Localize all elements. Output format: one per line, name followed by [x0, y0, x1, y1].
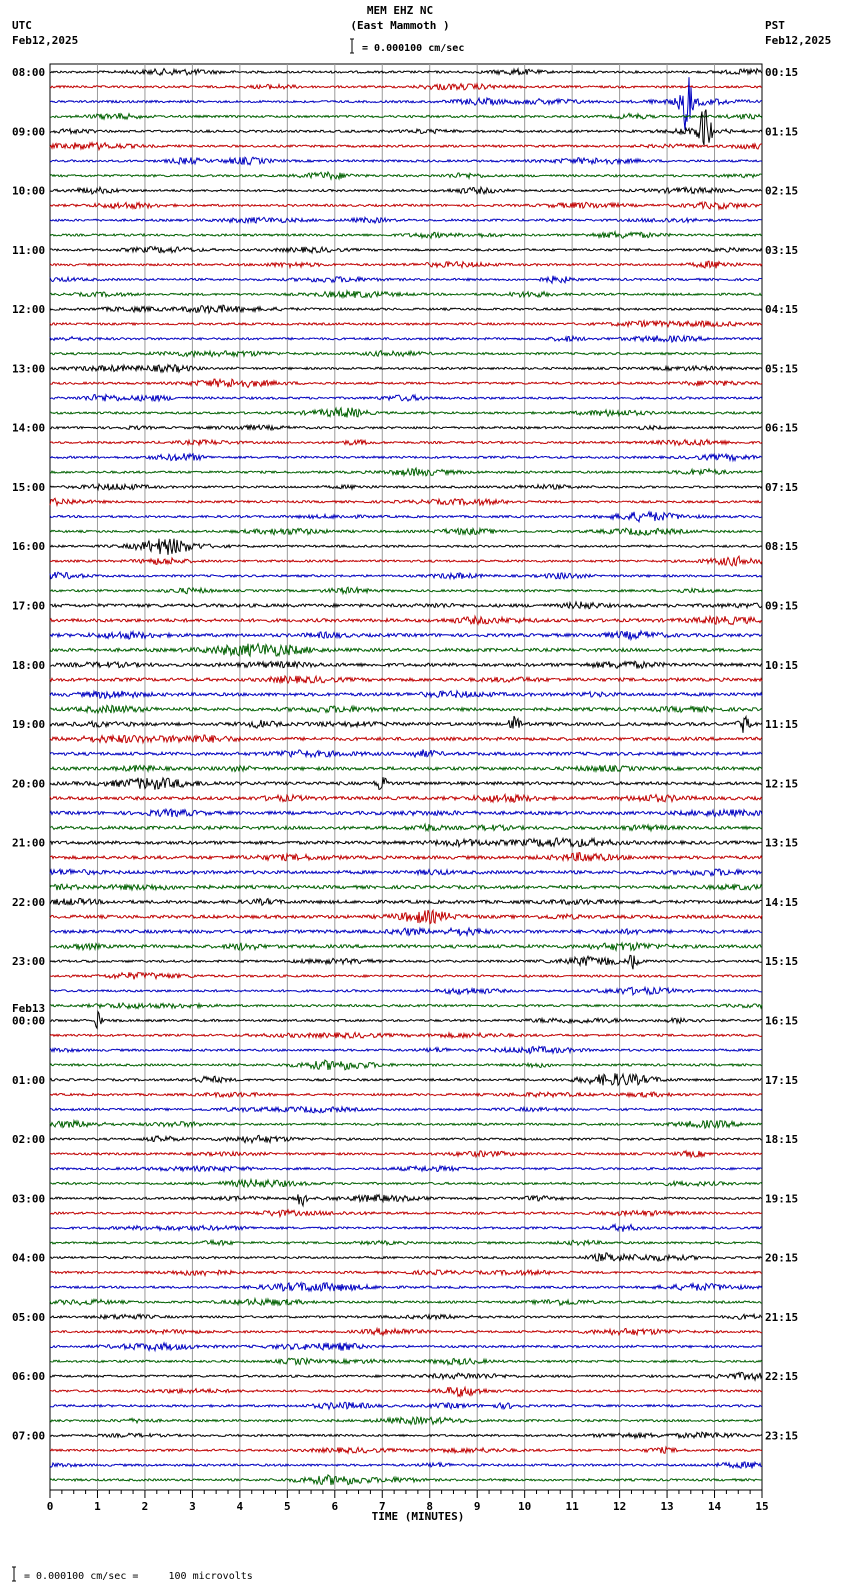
pst-hour-label: 12:15: [765, 777, 799, 791]
pst-hour-label: 06:15: [765, 421, 799, 435]
utc-hour-label: 07:00: [12, 1429, 46, 1443]
utc-hour-label: 10:00: [12, 184, 46, 198]
pst-hour-label: 23:15: [765, 1429, 799, 1443]
seismic-trace: [50, 1387, 762, 1396]
seismic-trace: [50, 1475, 762, 1485]
seismic-trace: [50, 910, 762, 924]
seismic-trace: [50, 1358, 762, 1364]
utc-hour-label: 02:00: [12, 1133, 46, 1147]
pst-hour-label: 13:15: [765, 836, 799, 850]
utc-hour-label: 14:00: [12, 421, 46, 435]
seismic-trace: [50, 484, 762, 490]
x-tick-label: 4: [236, 1500, 244, 1513]
seismic-trace: [50, 1240, 762, 1245]
seismic-trace: [50, 1033, 762, 1039]
x-tick-label: 8: [426, 1500, 434, 1513]
utc-hour-label: 08:00: [12, 66, 46, 79]
left-date-label: Feb12,2025: [12, 34, 79, 47]
seismic-trace: [50, 1253, 762, 1261]
utc-hour-label: 15:00: [12, 480, 46, 494]
right-timezone-label: PST: [765, 19, 785, 32]
seismic-trace: [50, 884, 762, 890]
pst-hour-label: 00:15: [765, 66, 799, 79]
x-tick-label: 3: [189, 1500, 196, 1513]
pst-hour-label: 15:15: [765, 955, 799, 969]
seismic-trace: [50, 498, 762, 505]
utc-hour-label: 01:00: [12, 1073, 46, 1087]
x-tick-label: 2: [141, 1500, 149, 1513]
seismic-trace: [50, 217, 762, 223]
seismic-trace: [50, 1343, 762, 1351]
x-tick-label: 10: [518, 1500, 532, 1513]
seismic-trace: [50, 705, 762, 713]
seismic-trace: [50, 750, 762, 757]
date-change-label: Feb13: [12, 1002, 46, 1015]
seismic-trace: [50, 425, 762, 430]
x-tick-label: 5: [284, 1500, 291, 1513]
seismic-trace: [50, 1432, 762, 1438]
seismic-trace: [50, 110, 762, 146]
seismic-trace: [50, 1179, 762, 1187]
seismic-trace: [50, 809, 762, 817]
seismic-trace: [50, 247, 762, 253]
pst-hour-label: 20:15: [765, 1251, 799, 1265]
seismic-trace: [50, 1462, 762, 1468]
utc-hour-label: 22:00: [12, 895, 46, 909]
pst-hour-label: 16:15: [765, 1014, 799, 1028]
seismic-trace: [50, 1166, 762, 1171]
pst-hour-label: 01:15: [765, 125, 799, 139]
seismic-trace: [50, 556, 762, 566]
seismic-trace: [50, 77, 762, 130]
seismic-trace: [50, 616, 762, 624]
seismic-trace: [50, 1299, 762, 1306]
x-axis-label: TIME (MINUTES): [371, 1510, 465, 1523]
pst-hour-label: 03:15: [765, 243, 799, 257]
seismic-trace: [50, 172, 762, 179]
x-tick-label: 12: [612, 1500, 627, 1513]
pst-hour-label: 14:15: [765, 895, 799, 909]
seismic-trace: [50, 928, 762, 935]
seismic-trace: [50, 1092, 762, 1097]
x-tick-label: 15: [755, 1500, 769, 1513]
seismic-trace: [50, 84, 762, 90]
seismic-trace: [50, 899, 762, 906]
seismic-trace: [50, 187, 762, 194]
seismic-trace: [50, 1328, 762, 1335]
seismic-trace: [50, 602, 762, 609]
right-date-label: Feb12,2025: [765, 34, 832, 47]
seismic-trace: [50, 943, 762, 951]
x-tick-label: 7: [378, 1500, 386, 1513]
seismic-trace: [50, 676, 762, 684]
seismic-trace: [50, 795, 762, 803]
seismic-trace: [50, 202, 762, 209]
utc-hour-label: 16:00: [12, 540, 46, 554]
utc-hour-label: 18:00: [12, 658, 46, 672]
seismic-trace: [50, 1047, 762, 1054]
utc-hour-label: 04:00: [12, 1251, 46, 1265]
seismic-trace: [50, 777, 762, 789]
utc-hour-label: 20:00: [12, 777, 46, 791]
utc-hour-label: 23:00: [12, 955, 46, 969]
seismic-trace: [50, 572, 762, 579]
pst-hour-label: 07:15: [765, 480, 799, 494]
seismic-trace: [50, 69, 762, 76]
seismic-trace: [50, 1447, 762, 1453]
seismic-trace: [50, 824, 762, 831]
seismic-trace: [50, 321, 762, 327]
seismic-trace: [50, 644, 762, 656]
seismic-trace: [50, 512, 762, 522]
seismic-trace: [50, 1012, 762, 1028]
seismic-trace: [50, 291, 762, 298]
seismic-trace: [50, 838, 762, 847]
x-tick-label: 14: [707, 1500, 722, 1513]
seismic-trace: [50, 1417, 762, 1425]
location-subtitle: (East Mammoth ): [350, 19, 450, 32]
seismic-trace: [50, 691, 762, 699]
pst-hour-label: 21:15: [765, 1310, 799, 1324]
seismic-trace: [50, 1151, 762, 1157]
seismic-trace: [50, 261, 762, 268]
seismic-trace: [50, 379, 762, 387]
seismic-trace: [50, 716, 762, 733]
seismic-trace: [50, 336, 762, 343]
seismic-trace: [50, 157, 762, 165]
seismic-trace: [50, 853, 762, 862]
seismic-trace: [50, 1270, 762, 1276]
seismic-trace: [50, 276, 762, 283]
seismic-trace: [50, 631, 762, 639]
utc-hour-label: 06:00: [12, 1370, 46, 1384]
seismic-trace: [50, 1073, 762, 1085]
x-tick-label: 11: [565, 1500, 579, 1513]
scale-bar-label: = 0.000100 cm/sec: [362, 43, 465, 54]
seismic-trace: [50, 661, 762, 668]
seismic-trace: [50, 1003, 762, 1009]
utc-hour-label: 00:00: [12, 1014, 46, 1028]
seismic-trace: [50, 1120, 762, 1128]
pst-hour-label: 02:15: [765, 184, 799, 198]
seismic-trace: [50, 232, 762, 238]
pst-hour-label: 09:15: [765, 599, 799, 613]
seismic-trace: [50, 113, 762, 119]
seismic-trace: [50, 1135, 762, 1142]
x-tick-label: 13: [660, 1500, 674, 1513]
pst-hour-label: 04:15: [765, 303, 799, 317]
station-title: MEM EHZ NC: [366, 4, 434, 17]
plot-frame: [50, 64, 762, 1490]
left-timezone-label: UTC: [12, 19, 32, 32]
seismic-trace: [50, 972, 762, 979]
seismic-trace: [50, 955, 762, 969]
seismic-trace: [50, 765, 762, 772]
seismic-trace: [50, 539, 762, 555]
seismic-trace: [50, 143, 762, 150]
seismic-trace: [50, 408, 762, 418]
utc-hour-label: 17:00: [12, 599, 46, 613]
pst-hour-label: 10:15: [765, 658, 799, 672]
seismic-trace: [50, 453, 762, 461]
seismic-trace: [50, 351, 762, 357]
seismic-trace: [50, 735, 762, 743]
seismic-trace: [50, 1372, 762, 1380]
x-tick-label: 1: [94, 1500, 101, 1513]
seismic-trace: [50, 1107, 762, 1113]
utc-hour-label: 12:00: [12, 303, 46, 317]
utc-hour-label: 21:00: [12, 836, 46, 850]
x-tick-label: 9: [473, 1500, 481, 1513]
pst-hour-label: 19:15: [765, 1192, 799, 1206]
utc-hour-label: 05:00: [12, 1310, 46, 1324]
pst-hour-label: 05:15: [765, 362, 799, 376]
pst-hour-label: 22:15: [765, 1370, 799, 1384]
utc-hour-label: 13:00: [12, 362, 46, 376]
seismic-trace: [50, 1210, 762, 1217]
seismic-trace: [50, 365, 762, 372]
seismic-trace: [50, 528, 762, 535]
pst-hour-label: 17:15: [765, 1073, 799, 1087]
utc-hour-label: 09:00: [12, 125, 46, 139]
seismic-trace: [50, 1225, 762, 1232]
utc-hour-label: 11:00: [12, 243, 46, 257]
seismic-trace: [50, 1194, 762, 1205]
seismic-trace: [50, 440, 762, 446]
seismic-trace: [50, 587, 762, 594]
seismic-trace: [50, 987, 762, 995]
seismic-trace: [50, 395, 762, 402]
seismic-trace: [50, 869, 762, 876]
pst-hour-label: 08:15: [765, 540, 799, 554]
seismic-trace: [50, 305, 762, 313]
utc-hour-label: 03:00: [12, 1192, 46, 1206]
pst-hour-label: 18:15: [765, 1133, 799, 1147]
seismic-trace: [50, 1283, 762, 1291]
seismic-trace: [50, 1402, 762, 1409]
seismic-trace: [50, 1314, 762, 1319]
pst-hour-label: 11:15: [765, 718, 799, 732]
x-tick-label: 6: [331, 1500, 339, 1513]
x-tick-label: 0: [46, 1500, 54, 1513]
seismic-trace: [50, 468, 762, 476]
seismic-trace: [50, 1060, 762, 1070]
footer-calibration-label: = 0.000100 cm/sec = 100 microvolts: [24, 1571, 253, 1582]
utc-hour-label: 19:00: [12, 718, 46, 732]
